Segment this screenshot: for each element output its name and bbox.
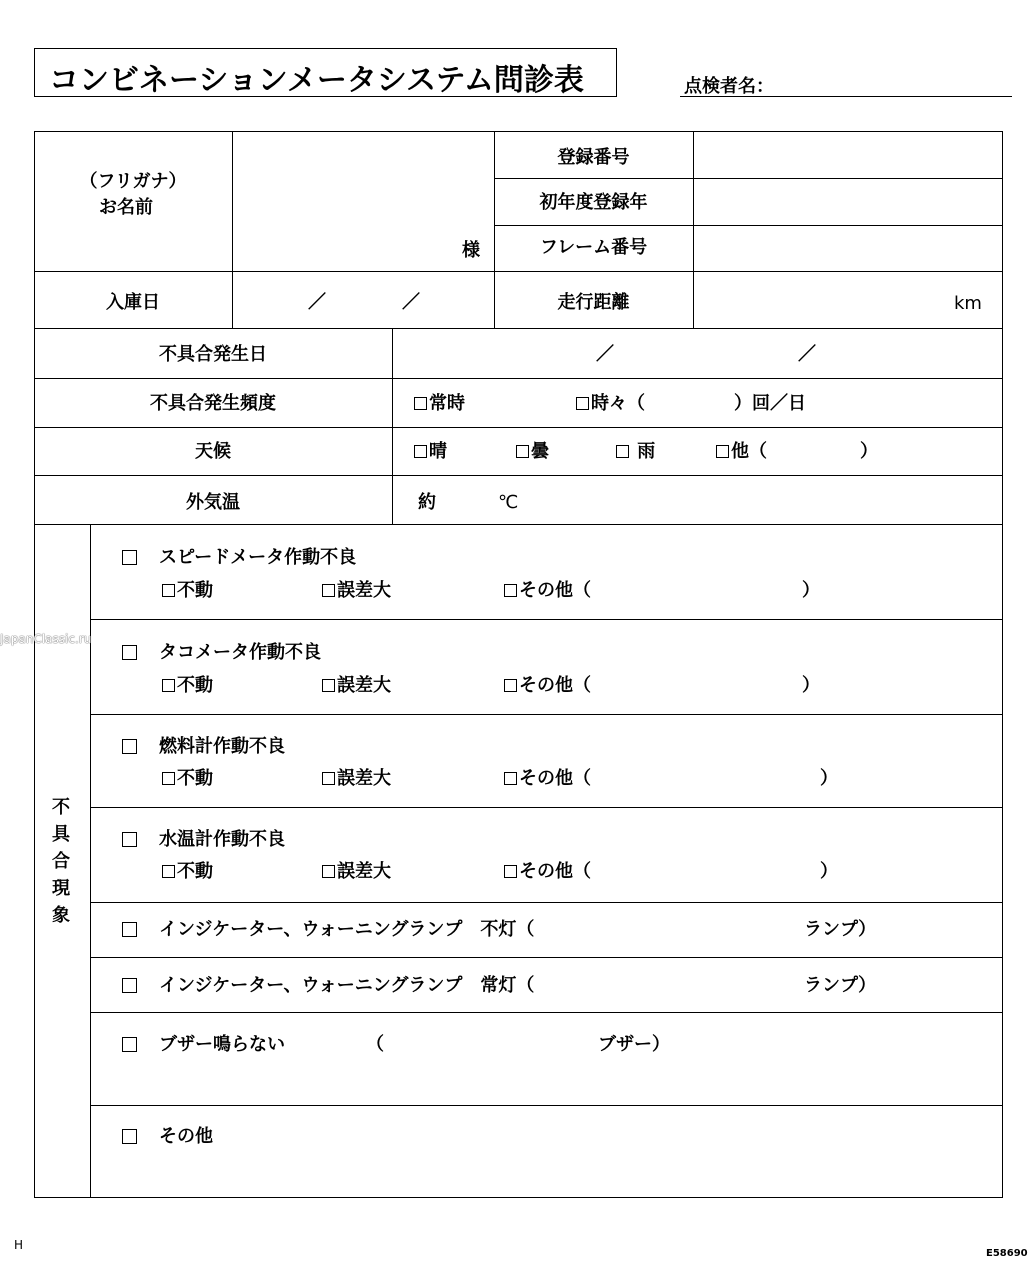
- fuel-gauge-no-operation[interactable]: 不動: [162, 768, 213, 790]
- buzzer-close: ブザー）: [598, 1034, 670, 1055]
- entry-date-slash-1: ／: [308, 292, 326, 313]
- temperature-approx: 約: [418, 492, 436, 513]
- checkbox-icon[interactable]: [122, 645, 137, 660]
- tachometer-other[interactable]: その他（: [504, 675, 591, 697]
- checkbox-icon[interactable]: [162, 679, 175, 692]
- symptom-temp-gauge[interactable]: 水温計作動不良: [122, 829, 285, 851]
- page-title: コンビネーションメータシステム問診表: [49, 63, 584, 98]
- fuel-gauge-other-close: ）: [820, 768, 838, 789]
- checkbox-icon[interactable]: [122, 1037, 137, 1052]
- checkbox-icon[interactable]: [516, 445, 529, 458]
- frequency-always-option[interactable]: 常時: [414, 393, 465, 415]
- checkbox-icon[interactable]: [504, 584, 517, 597]
- symptom-fuel-gauge[interactable]: 燃料計作動不良: [122, 736, 285, 758]
- speedometer-large-error[interactable]: 誤差大: [322, 580, 391, 602]
- checkbox-icon[interactable]: [122, 978, 137, 993]
- footer-figure-id: E58690: [986, 1248, 1028, 1259]
- temp-gauge-no-operation[interactable]: 不動: [162, 861, 213, 883]
- tachometer-other-close: ）: [802, 675, 820, 696]
- temp-gauge-other[interactable]: その他（: [504, 861, 591, 883]
- checkbox-icon[interactable]: [414, 445, 427, 458]
- entry-date-slash-2: ／: [402, 292, 420, 313]
- registration-number-label: 登録番号: [557, 147, 630, 168]
- frame-number-field[interactable]: [697, 229, 998, 268]
- frequency-sometimes-option[interactable]: 時々（: [576, 393, 645, 415]
- symptom-speedometer[interactable]: スピードメータ作動不良: [122, 547, 356, 569]
- inspector-name-field[interactable]: [680, 96, 1012, 97]
- checkbox-icon[interactable]: [414, 397, 427, 410]
- fuel-gauge-large-error[interactable]: 誤差大: [322, 768, 391, 790]
- weather-cloudy-option[interactable]: 曇: [516, 441, 549, 463]
- fuel-gauge-other[interactable]: その他（: [504, 768, 591, 790]
- name-field[interactable]: [236, 135, 490, 267]
- checkbox-icon[interactable]: [322, 865, 335, 878]
- furigana-label: （フリガナ）: [79, 171, 187, 192]
- tachometer-large-error[interactable]: 誤差大: [322, 675, 391, 697]
- checkbox-icon[interactable]: [122, 922, 137, 937]
- weather-label: 天候: [195, 441, 231, 462]
- temperature-label: 外気温: [186, 492, 240, 513]
- checkbox-icon[interactable]: [322, 584, 335, 597]
- checkbox-icon[interactable]: [162, 584, 175, 597]
- checkbox-icon[interactable]: [122, 550, 137, 565]
- checkbox-icon[interactable]: [162, 865, 175, 878]
- name-label: お名前: [99, 197, 153, 218]
- checkbox-icon[interactable]: [122, 832, 137, 847]
- checkbox-icon[interactable]: [504, 679, 517, 692]
- speedometer-no-operation[interactable]: 不動: [162, 580, 213, 602]
- first-registration-year-label: 初年度登録年: [539, 192, 648, 213]
- inspector-label: 点検者名：: [684, 76, 774, 97]
- symptom-indicator-on[interactable]: インジケーター、ウォーニングランプ 常灯（: [122, 975, 534, 997]
- tachometer-no-operation[interactable]: 不動: [162, 675, 213, 697]
- temp-gauge-other-close: ）: [820, 861, 838, 882]
- temperature-unit: ℃: [498, 492, 519, 513]
- checkbox-icon[interactable]: [122, 739, 137, 754]
- entry-date-field[interactable]: [236, 275, 490, 325]
- weather-sunny-option[interactable]: 晴: [414, 441, 447, 463]
- checkbox-icon[interactable]: [616, 445, 629, 458]
- mileage-label: 走行距離: [557, 292, 630, 313]
- mileage-field[interactable]: [697, 275, 937, 325]
- checkbox-icon[interactable]: [716, 445, 729, 458]
- indicator-on-lamp-close: ランプ）: [804, 975, 877, 996]
- frame-number-label: フレーム番号: [539, 237, 648, 258]
- speedometer-other-close: ）: [802, 580, 820, 601]
- watermark: JapanClassic.ru: [0, 632, 92, 646]
- temperature-field[interactable]: [444, 482, 494, 518]
- buzzer-open: （: [366, 1034, 384, 1055]
- entry-date-label: 入庫日: [106, 292, 160, 313]
- temp-gauge-large-error[interactable]: 誤差大: [322, 861, 391, 883]
- checkbox-icon[interactable]: [322, 679, 335, 692]
- symptoms-section-label: 不 具 合 現 象: [52, 797, 70, 926]
- title-box: [34, 48, 617, 97]
- footer-left-code: H: [14, 1238, 24, 1252]
- speedometer-other[interactable]: その他（: [504, 580, 591, 602]
- occurrence-date-label: 不具合発生日: [159, 344, 267, 365]
- first-registration-year-field[interactable]: [697, 182, 998, 222]
- weather-other-close: ）: [860, 441, 878, 462]
- registration-number-field[interactable]: [697, 135, 998, 175]
- weather-other-option[interactable]: 他（: [716, 441, 767, 463]
- checkbox-icon[interactable]: [122, 1129, 137, 1144]
- occurrence-date-slash-2: ／: [798, 344, 816, 365]
- symptom-tachometer[interactable]: タコメータ作動不良: [122, 642, 321, 664]
- checkbox-icon[interactable]: [504, 772, 517, 785]
- checkbox-icon[interactable]: [322, 772, 335, 785]
- mileage-unit: km: [954, 293, 982, 314]
- frequency-per-day-label: ）回／日: [734, 393, 806, 414]
- symptom-indicator-off[interactable]: インジケーター、ウォーニングランプ 不灯（: [122, 919, 534, 941]
- weather-rain-option[interactable]: 雨: [616, 441, 655, 463]
- checkbox-icon[interactable]: [576, 397, 589, 410]
- indicator-off-lamp-close: ランプ）: [804, 919, 877, 940]
- symptom-other[interactable]: その他: [122, 1126, 213, 1148]
- checkbox-icon[interactable]: [162, 772, 175, 785]
- honorific-sama: 様: [462, 240, 480, 261]
- checkbox-icon[interactable]: [504, 865, 517, 878]
- symptom-buzzer[interactable]: ブザー鳴らない: [122, 1034, 285, 1056]
- occurrence-date-slash-1: ／: [596, 344, 614, 365]
- occurrence-date-field[interactable]: [396, 331, 998, 375]
- frequency-label: 不具合発生頻度: [150, 393, 276, 414]
